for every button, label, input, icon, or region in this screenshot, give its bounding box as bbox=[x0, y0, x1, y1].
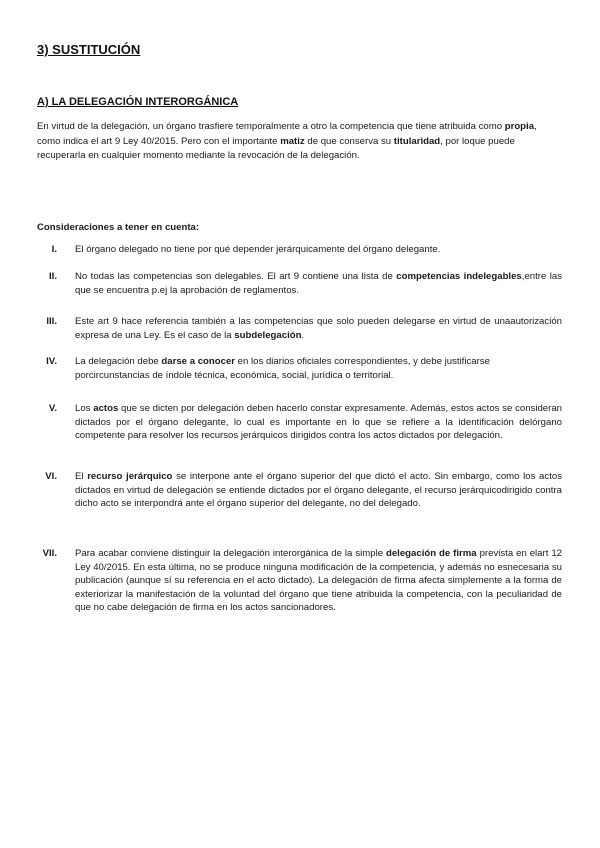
intro-paragraph bbox=[37, 120, 562, 164]
list-item-bold: subdelegación bbox=[234, 329, 302, 341]
subsection-heading: A) LA DELEGACIÓN INTERORGÁNICA bbox=[37, 96, 239, 108]
list-item bbox=[37, 470, 562, 547]
list-item-number: V. bbox=[48, 403, 57, 414]
list-item-number: VI. bbox=[45, 471, 57, 482]
list-item-text-2: prevista en elart 12 Ley 40/2015. En esta última, no se produce ninguna modificación de la competencia, y además no esnecesaria su publicación (aunque sí su referencia en el acto dictado). La delegación de firma afecta simplemente a la forma de exteriorizar la manifestación de la voluntad del órgano que tiene atribuida la competencia, con la peculiaridad de que no cabe delegación de firma en los actos sancionadores. bbox=[75, 548, 562, 613]
considerations-list bbox=[37, 243, 562, 627]
list-item-text-1: La delegación debe bbox=[75, 356, 162, 367]
considerations-title: Consideraciones a tener en cuenta: bbox=[37, 222, 200, 233]
list-item-text-1: Este art 9 hace referencia también a las competencias que solo pueden delegarse en virtud de unaautorización expresa de una Ley. Es el caso de la bbox=[75, 316, 562, 341]
list-item-text-1: El bbox=[75, 471, 88, 482]
list-item-number: II. bbox=[49, 271, 57, 282]
list-item-bold: darse a conocer bbox=[161, 356, 236, 367]
list-item-text bbox=[75, 355, 562, 382]
list-item bbox=[37, 270, 562, 315]
list-item-bold: recurso jerárquico bbox=[87, 471, 173, 482]
list-item bbox=[37, 547, 562, 627]
list-item-text bbox=[75, 270, 562, 297]
intro-bold-propia: propia bbox=[504, 121, 535, 132]
list-item-text-2: se interpone ante el órgano superior del que dictó el acto. Sin embargo, como los actos dictados en virtud de delegación se entiende dictados por el órgano delegante, el recurso jerárquicodirigido contra dicho acto se interpondrá ante el órgano superior del delegante, no del delegado. bbox=[75, 471, 562, 509]
list-item-number: VII. bbox=[42, 548, 57, 559]
intro-text-3: de que conserva su bbox=[304, 135, 394, 147]
list-item bbox=[37, 355, 562, 402]
intro-bold-matiz: matiz bbox=[280, 135, 305, 147]
list-item bbox=[37, 402, 562, 470]
list-item-bold: actos bbox=[93, 403, 119, 414]
list-item-text-2: . bbox=[301, 329, 305, 341]
list-item-bold: competencias indelegables bbox=[396, 271, 522, 282]
list-item-text bbox=[75, 402, 562, 443]
list-item-text-2: que se dicten por delegación deben hacerlo constar expresamente. Además, estos actos se consideran dictados por el órgano delegante, lo cual es importante en lo que se refiere a la identificación delórgano competente para resolver los recursos jerárquicos dirigidos contra los actos dictados por delegación. bbox=[75, 403, 562, 441]
list-item-text-1: Los bbox=[75, 403, 94, 414]
list-item-text bbox=[75, 243, 562, 257]
list-item-text bbox=[75, 315, 562, 342]
list-item bbox=[37, 315, 562, 355]
list-item-number: I. bbox=[51, 244, 57, 255]
intro-text-4: , por loque puede recuperarla en cualquier momento mediante la revocación de la delegación. bbox=[37, 135, 515, 161]
list-item-text bbox=[75, 470, 562, 511]
list-item bbox=[37, 243, 562, 270]
list-item-text-2: ,entre las que se encuentra p.ej la aprobación de reglamentos. bbox=[75, 271, 562, 296]
list-item-number: IV. bbox=[46, 356, 57, 367]
list-item-text bbox=[75, 547, 562, 615]
intro-text-2: , como indica el art 9 Ley 40/2015. Pero con el importante bbox=[37, 121, 537, 147]
intro-bold-titularidad: titularidad bbox=[393, 135, 441, 147]
list-item-text-2: en los diarios oficiales correspondientes, y debe justificarse porcircunstancias de índole técnica, económica, social, jurídica o territorial. bbox=[75, 356, 490, 381]
list-item-text-1: El órgano delegado no tiene por qué depender jerárquicamente del órgano delegante. bbox=[75, 244, 441, 255]
section-heading: 3) SUSTITUCIÓN bbox=[37, 42, 141, 57]
list-item-bold: delegación de firma bbox=[385, 548, 477, 559]
list-item-number: III. bbox=[46, 316, 57, 327]
list-item-text-1: No todas las competencias son delegables. El art 9 contiene una lista de bbox=[75, 271, 397, 282]
list-item-text-1: Para acabar conviene distinguir la delegación interorgánica de la simple bbox=[75, 548, 386, 559]
intro-text-1: En virtud de la delegación, un órgano trasfiere temporalmente a otro la competencia que tiene atribuida como bbox=[37, 121, 505, 132]
